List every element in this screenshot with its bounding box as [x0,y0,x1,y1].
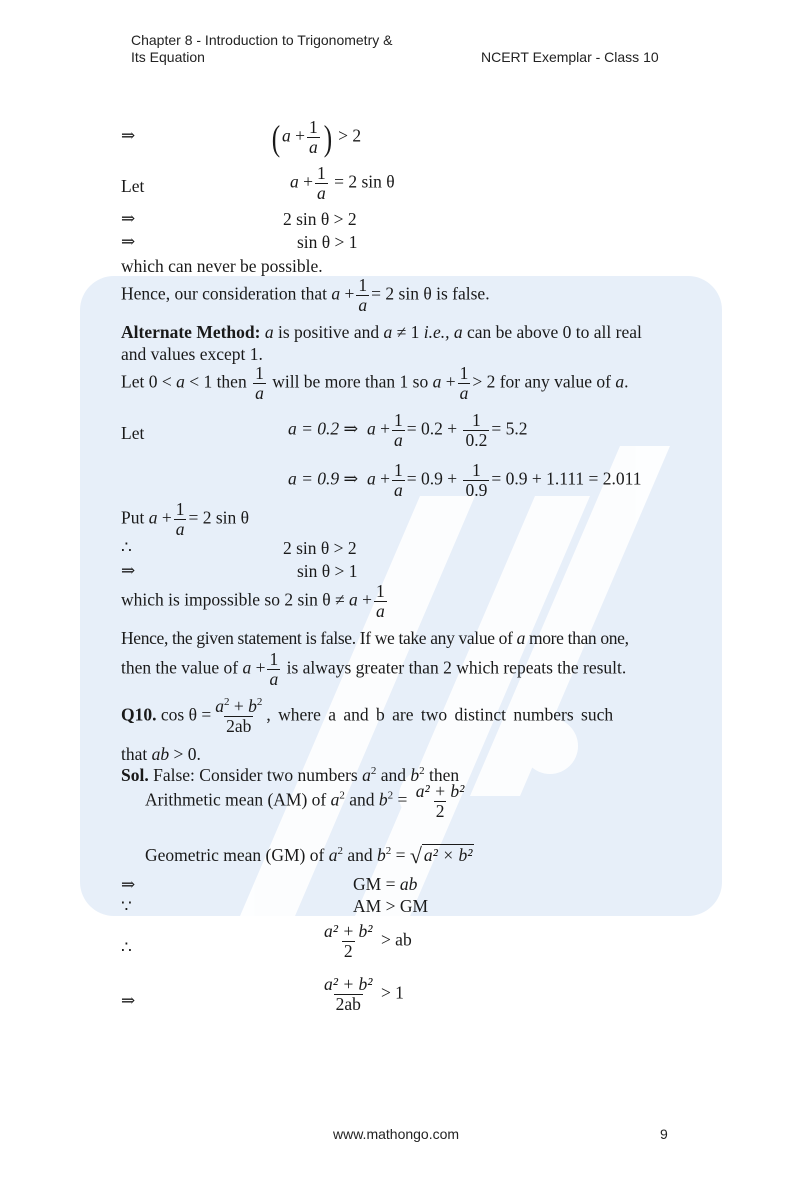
chapter-title-line2: Its Equation [131,49,205,65]
implies-symbol: ⇒ [121,561,136,580]
equation-am-gt-gm: AM > GM [353,896,429,916]
implies-symbol: ⇒ [121,991,136,1010]
let-label: Let [121,423,145,443]
statement-consideration-false: Hence, our consideration that a + $\frac{1}{a}$ = 2 sin θ is false. [121,275,490,315]
statement-always-greater: then the value of a + $\frac{1}{a}$ is always greater than 2 which repeats the result. [121,649,627,689]
equation-2sin-gt-2: 2 sin θ > 2 [283,538,357,558]
implies-symbol: ⇒ [121,209,136,228]
equation-am-gt-ab: $\frac{\text{a² + b²}}{2}$ > ab [324,921,412,961]
equation-let-2sin: a + $\frac{1}{a}$ = 2 sin θ [290,163,395,203]
example-a-0.9: a = 0.9 ⇒ a + $\frac{1}{a}$ = 0.9 + $\frac{1}{0.9}$ = 0.9 + 1.111 = 2.011 [288,460,642,500]
put-equation: Put a + $\frac{1}{a}$ = 2 sin θ [121,499,250,539]
implies-symbol: ⇒ [121,126,136,145]
equation-gm-ab: GM = ab [353,874,418,894]
implies-symbol: ⇒ [121,875,136,894]
page-number: 9 [660,1126,668,1142]
statement-given-false: Hence, the given statement is false. If we take any value of a more than one, [121,628,629,648]
example-a-0.2: a = 0.2 ⇒ a + $\frac{1}{a}$ = 0.2 + $\frac{1}{0.2}$ = 5.2 [288,410,528,450]
let-label: Let [121,176,145,196]
geometric-mean-line: Geometric mean (GM) of $a^2$ and $b^2$ = √ a² × b² [145,843,473,868]
arithmetic-mean-line: Arithmetic mean (AM) of $a^2$ and $b^2$ = $\frac{\text{a² + b²}}{2}$ [145,781,465,821]
chapter-title-line1: Chapter 8 - Introduction to Trigonometry & [131,32,393,48]
question-10-condition: that ab > 0. [121,744,201,764]
equation-sin-gt-1: sin θ > 1 [297,561,358,581]
statement-impossible: which is impossible so 2 sin θ ≠ a + $\frac{1}{a}$ [121,581,385,621]
equation-sin-gt-1: sin θ > 1 [297,232,358,252]
alternate-method-line2: and values except 1. [121,344,263,364]
implies-symbol: ⇒ [121,232,136,251]
chapter-title [131,32,392,66]
book-title: NCERT Exemplar - Class 10 [481,49,659,65]
therefore-symbol: ∴ [121,938,132,957]
because-symbol: ∵ [121,897,132,916]
question-10: Q10. cos θ = $\frac{a^2 + b^2}{2ab}$ , where a and b are two distinct numbers such [121,696,614,736]
statement-never-possible: which can never be possible. [121,256,323,276]
equation-ratio-gt-1: $\frac{\text{a² + b²}}{2ab}$ > 1 [324,974,404,1014]
alternate-method-line1: Alternate Method: a is positive and a ≠ 1 i.e., a can be above 0 to all real [121,322,642,342]
equation-2sin-gt-2: 2 sin θ > 2 [283,209,357,229]
website-link[interactable]: www.mathongo.com [333,1126,460,1142]
solution-intro: Sol. False: Consider two numbers $a^2$ and $b^2$ then [121,765,460,785]
statement-let-0-a-1: Let 0 < a < 1 then $\frac{1}{a}$ will be more than 1 so a + $\frac{1}{a}$ > 2 for any value of a. [121,363,629,403]
line-a-plus-inverse-gt-2: ( a + $\frac{1}{a}$ ) > 2 [271,117,362,158]
therefore-symbol: ∴ [121,538,132,557]
